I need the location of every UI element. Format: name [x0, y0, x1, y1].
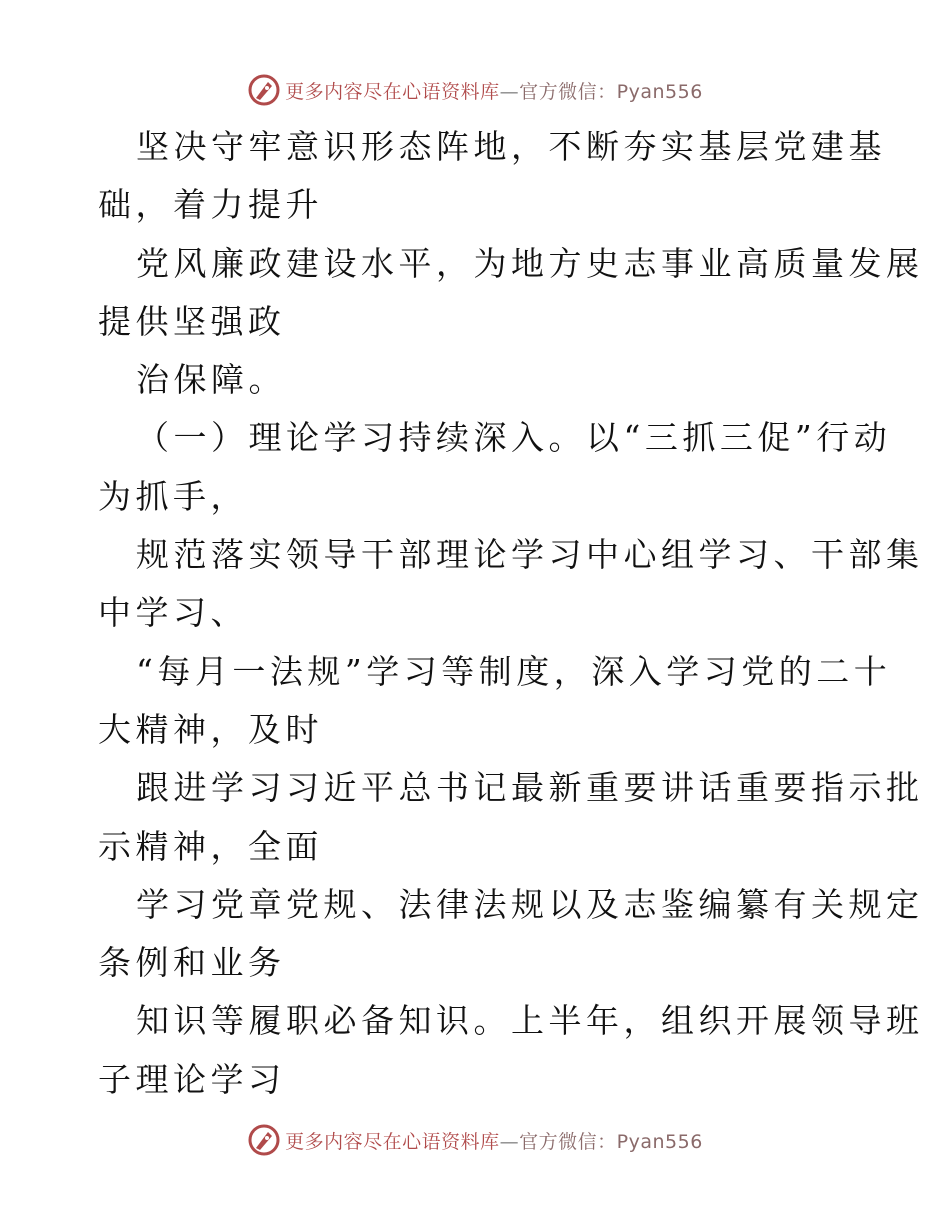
body-line: 提供坚强政 — [98, 301, 286, 341]
body-line: 础，着力提升 — [98, 185, 323, 225]
body-line: （一）理论学习持续深入。以“三抓三促”行动 — [136, 418, 892, 458]
body-line: 条例和业务 — [98, 943, 286, 983]
pen-nib-logo-icon — [247, 73, 281, 107]
body-line: 大精神，及时 — [98, 709, 323, 749]
body-line: 中学习、 — [98, 593, 248, 633]
body-line: “每月一法规”学习等制度，深入学习党的二十 — [136, 651, 892, 691]
footer-watermark — [0, 1120, 950, 1160]
watermark-wechat: 官方微信：Pyan556 — [519, 80, 703, 103]
pen-nib-logo-icon — [247, 1123, 281, 1157]
body-line: 学习党章党规、法律法规以及志鉴编纂有关规定 — [136, 884, 924, 924]
watermark-wechat: 官方微信：Pyan556 — [519, 1130, 703, 1153]
document-body — [98, 118, 924, 1109]
header-watermark — [0, 70, 950, 110]
body-line: 子理论学习 — [98, 1059, 286, 1099]
watermark-brand: 更多内容尽在心语资料库 — [285, 80, 500, 103]
watermark-text — [285, 1127, 703, 1154]
watermark-text — [285, 77, 703, 104]
body-line: 为抓手， — [98, 476, 248, 516]
body-line: 知识等履职必备知识。上半年，组织开展领导班 — [136, 1001, 924, 1041]
body-line: 坚决守牢意识形态阵地，不断夯实基层党建基 — [136, 127, 886, 166]
watermark-brand: 更多内容尽在心语资料库 — [285, 1130, 500, 1153]
body-line: 治保障。 — [136, 360, 286, 400]
watermark-separator: — — [499, 1130, 520, 1153]
body-line: 示精神，全面 — [98, 826, 323, 866]
watermark-separator: — — [499, 80, 520, 103]
body-line: 跟进学习习近平总书记最新重要讲话重要指示批 — [136, 768, 924, 808]
body-line: 规范落实领导干部理论学习中心组学习、干部集 — [136, 535, 924, 575]
body-line: 党风廉政建设水平，为地方史志事业高质量发展 — [136, 243, 924, 283]
